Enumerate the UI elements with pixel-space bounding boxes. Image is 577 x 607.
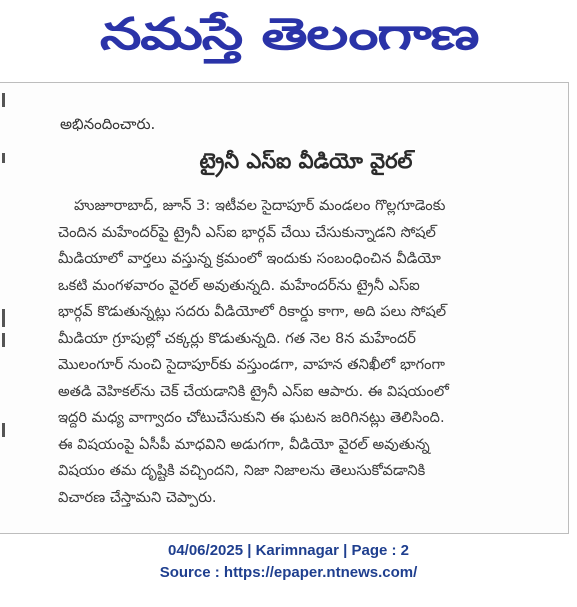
clipping-footer [0,540,577,584]
preceding-article-ending: అభినందించారు. [60,115,156,133]
body-line: ఇద్దరి మధ్య వాగ్వాదం చోటుచేసుకుని ఈ ఘటన జరిగినట్లు తెలిసింది. [58,409,445,426]
body-line: మొలంగూర్ నుంచి సైదాపూర్‌కు వస్తుండగా, వాహన తనిఖీలో భాగంగా [58,356,445,373]
body-line: అతడి వెహికల్‌ను చెక్ చేయడానికి ట్రైనీ ఎస్ఐ ఆపారు. ఈ విషయంలో [58,382,449,400]
left-edge-fragment [0,83,8,533]
newspaper-logo: నమస్తే తెలంగాణ [99,9,479,60]
body-line: మీడియాలో వార్తలు వస్తున్న క్రమంలో ఇందుకు సంబంధించిన వీడియో [58,250,441,267]
source-link[interactable]: Source : https://epaper.ntnews.com/ [159,564,418,581]
body-line: చెందిన మహేందర్‌పై ట్రైనీ ఎస్ఐ భార్గవ్ చేయి చేసుకున్నాడని సోషల్ [58,223,436,241]
body-line: విచారణ చేస్తామని చెప్పారు. [58,488,217,506]
dateline: 04/06/2025 | Karimnagar | Page : 2 [167,542,410,559]
body-line: మీడియా గ్రూపుల్లో చక్కర్లు కొడుతున్నది. గత నెల 8న మహేందర్ [58,329,416,347]
body-line: భార్గవ్ కొడుతున్నట్లు సదరు వీడియోలో రికార్డు కాగా, అది పలు సోషల్ [58,303,447,320]
masthead [0,0,577,80]
body-line: ఒకటి మంగళవారం వైరల్ అవుతున్నది. మహేందర్‌ను ట్రైనీ ఎస్ఐ [58,276,420,294]
body-line: హుజూరాబాద్, జూన్ 3: ఇటీవల సైదాపూర్ మండలం గొల్లగూడెంకు [74,197,446,214]
body-line: ఈ విషయంపై ఏసీపీ మాధవిని అడుగగా, వీడియో వైరల్ అవుతున్న [58,435,430,453]
article-body [58,193,546,511]
body-line: విషయం తమ దృష్టికి వచ్చిందని, నిజా నిజాలను తెలుసుకోవడానికి [58,462,426,479]
article-headline: ట్రైనీ ఎస్ఐ వీడియో వైరల్ [199,149,413,173]
news-clipping [0,82,569,534]
cut-off-text-line [56,91,536,101]
